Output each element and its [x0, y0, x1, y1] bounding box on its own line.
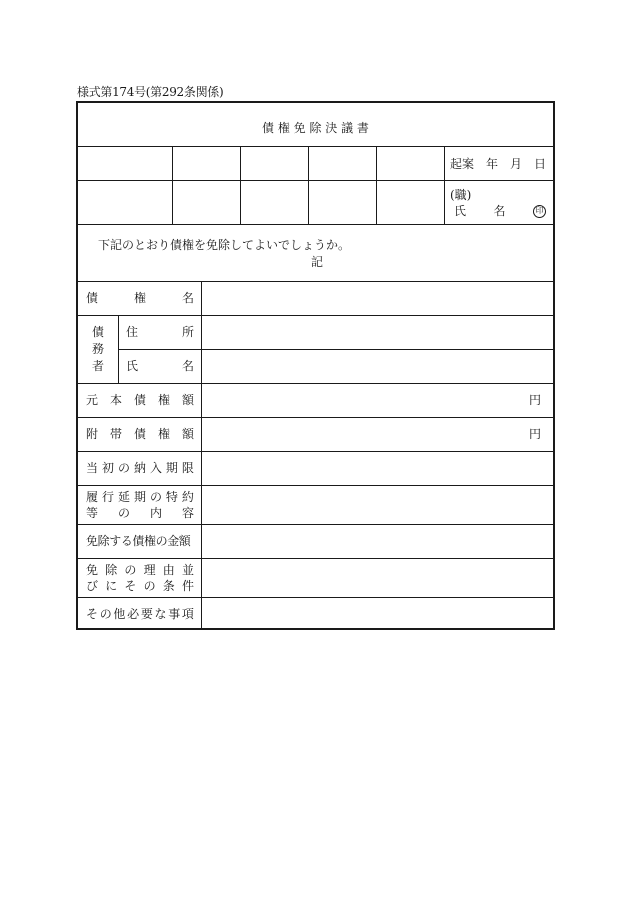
row-other: そ の 他 必 要 な 事 項: [86, 607, 194, 621]
record-heading: 記: [311, 255, 324, 269]
principal-yen: 円: [529, 393, 542, 407]
row-reason-line2: び に そ の 条 件: [86, 579, 194, 593]
reason-conditions-field[interactable]: [202, 559, 553, 597]
seal-mark: 印: [533, 205, 546, 218]
row-reason-line1: 免 除 の 理 由 並: [86, 563, 194, 577]
month-label: 月: [509, 157, 522, 171]
day-label: 日: [533, 157, 546, 171]
rule-approval-2: [78, 224, 553, 225]
approval-col-3: [308, 146, 309, 224]
claim-name-field[interactable]: [202, 282, 553, 315]
row-principal: 元 本 債 権 額: [86, 393, 194, 407]
draft-label: 起案: [450, 157, 475, 171]
exemption-resolution-form: [76, 101, 555, 630]
row-extension-line2: 等 の 内 容: [86, 506, 194, 520]
signature-cell: [454, 203, 546, 219]
incidental-amount-field[interactable]: [202, 418, 522, 451]
other-matters-field[interactable]: [202, 598, 553, 628]
principal-amount-field[interactable]: [202, 384, 522, 417]
name-label-1: 氏: [454, 204, 467, 218]
row-debtor-address: 住 所: [126, 325, 194, 339]
row-debtor-group: 債 務 者: [91, 325, 104, 373]
exempt-amount-field[interactable]: [202, 525, 553, 558]
approval-col-1: [172, 146, 173, 224]
rule-approval-1: [78, 180, 553, 181]
rule-title: [78, 146, 553, 147]
draft-date-cell: [450, 156, 546, 172]
row-exempt-amount: 免除する債権の金額: [86, 534, 191, 548]
form-number-label: 様式第174号(第292条関係): [77, 85, 224, 99]
extension-terms-field[interactable]: [202, 486, 553, 524]
statement-text: 下記のとおり債権を免除してよいでしょうか。: [98, 238, 351, 252]
post-label: (職): [450, 188, 472, 202]
debtor-name-field[interactable]: [202, 350, 553, 383]
approval-col-2: [240, 146, 241, 224]
incidental-yen: 円: [529, 427, 542, 441]
approval-col-4: [376, 146, 377, 224]
row-claim-name: 債 権 名: [86, 291, 194, 305]
year-label: 年: [485, 157, 498, 171]
row-extension-line1: 履 行 延 期 の 特 約: [86, 490, 194, 504]
name-label-2: 名: [493, 204, 506, 218]
approval-col-5: [444, 146, 445, 224]
row-debtor-name: 氏 名: [126, 359, 194, 373]
row-incidental: 附 帯 債 権 額: [86, 427, 194, 441]
form-title: 債 権 免 除 決 議 書: [262, 121, 369, 135]
debtor-address-field[interactable]: [202, 316, 553, 349]
debtor-group-divider: [118, 315, 119, 383]
row-original-deadline: 当 初 の 納 入 期 限: [86, 461, 194, 475]
original-deadline-field[interactable]: [202, 452, 553, 485]
